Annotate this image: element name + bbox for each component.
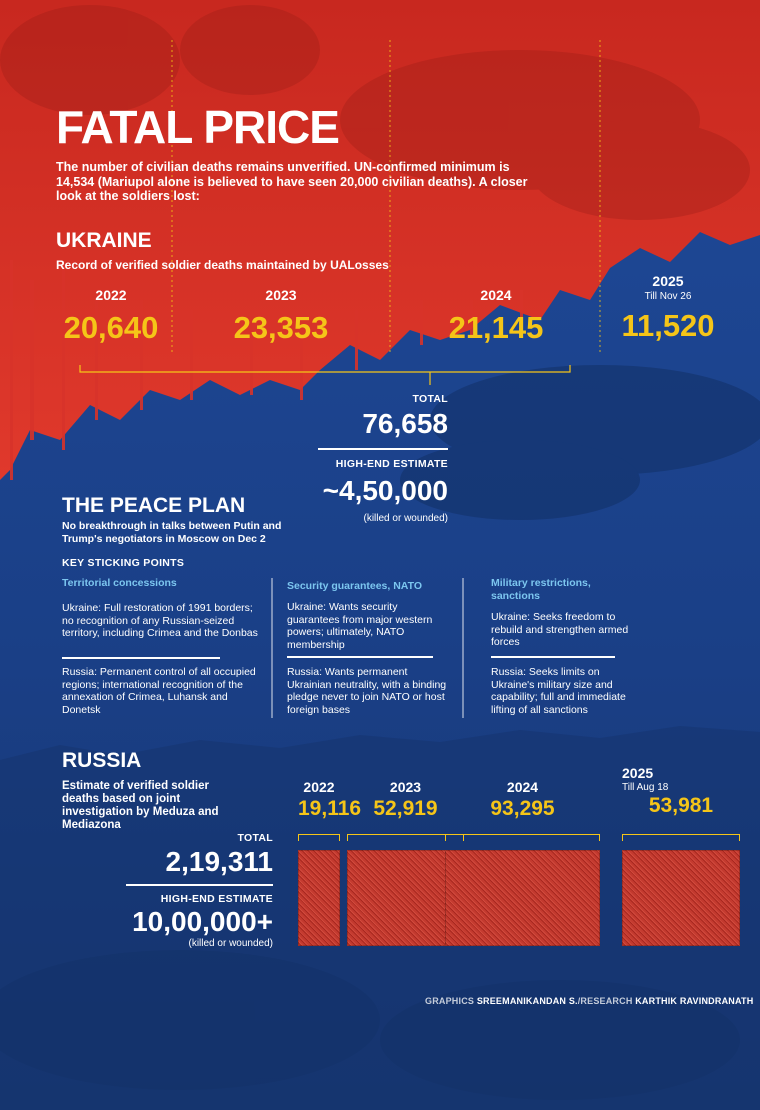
russia-year-2022 <box>298 770 362 820</box>
peace-heading: THE PEACE PLAN <box>62 494 246 517</box>
year-value: 93,295 <box>490 797 555 820</box>
ukraine-year-2025 <box>617 274 719 341</box>
year-note: Till Nov 26 <box>644 291 692 302</box>
year-value: 53,981 <box>648 794 714 817</box>
ukraine-total-value: 76,658 <box>362 408 448 439</box>
bar-2024 <box>445 850 600 946</box>
year-label: 2024 <box>506 779 539 795</box>
year-value: 52,919 <box>373 797 438 820</box>
divider <box>62 657 220 659</box>
page-title: FATAL PRICE <box>56 101 339 153</box>
bar-bracket <box>445 834 600 841</box>
ukraine-high-value: ~4,50,000 <box>322 475 448 506</box>
year-label: 2022 <box>303 779 335 795</box>
ukraine-high-note: (killed or wounded) <box>363 513 448 524</box>
ukraine-year-2023 <box>230 288 332 343</box>
ukraine-high-label: HIGH-END ESTIMATE <box>335 458 448 470</box>
year-label: 2022 <box>95 287 127 303</box>
sticking-points-label: KEY STICKING POINTS <box>62 557 185 569</box>
russia-position: Russia: Wants permanent Ukrainian neutrality, with a binding pledge never to join NATO or host foreign bases <box>287 666 447 716</box>
russia-subtitle: Estimate of verified soldier deaths based on joint investigation by Meduza and Mediazona <box>62 780 219 831</box>
research-label: /RESEARCH <box>577 996 633 1006</box>
russia-position: Russia: Seeks limits on Ukraine's military size and capability; full and immediate lifting of all sanctions <box>491 666 626 716</box>
ukraine-total-label: TOTAL <box>412 393 448 405</box>
russia-year-2025 <box>622 765 740 817</box>
year-value: 11,520 <box>621 308 715 343</box>
year-label: 2025 <box>622 765 654 781</box>
year-label: 2023 <box>389 779 422 795</box>
russia-total-label: TOTAL <box>237 832 273 844</box>
bar-2025 <box>622 850 740 946</box>
graphics-label: GRAPHICS <box>425 996 475 1006</box>
bar-2022 <box>298 850 340 946</box>
peace-subtitle: No breakthrough in talks between Putin and Trump's negotiators in Moscow on Dec 2 <box>62 520 282 545</box>
russia-high-value: 10,00,000+ <box>132 906 273 937</box>
credits <box>425 996 753 1006</box>
bar-bracket <box>298 834 340 841</box>
research-name: KARTHIK RAVINDRANATH <box>635 996 754 1006</box>
russia-high-label: HIGH-END ESTIMATE <box>160 893 273 905</box>
ukraine-position: Ukraine: Seeks freedom to rebuild and strengthen armed forces <box>491 611 629 648</box>
russia-total-value: 2,19,311 <box>165 846 273 877</box>
ukraine-heading: UKRAINE <box>56 229 152 252</box>
divider <box>126 884 273 886</box>
column-territorial <box>62 577 262 640</box>
ukraine-position: Ukraine: Full restoration of 1991 borders; no recognition of any Russian-seized territory, including Crimea and the Donbas <box>62 602 258 639</box>
russia-year-2024 <box>445 770 600 819</box>
year-label: 2023 <box>265 287 297 303</box>
russia-heading: RUSSIA <box>62 749 142 772</box>
ukraine-position: Ukraine: Wants security guarantees from major western powers; ultimately, NATO membership <box>287 601 433 651</box>
column-security <box>287 580 452 651</box>
russia-high-note: (killed or wounded) <box>188 938 273 949</box>
year-note: Till Aug 18 <box>622 782 669 793</box>
bar-bracket <box>622 834 740 841</box>
intro-text: The number of civilian deaths remains unverified. UN-confirmed minimum is 14,534 (Mariupol alone is believed to have seen 20,000 civilian deaths). A closer look at the soldiers lost: <box>56 160 528 203</box>
column-heading: Territorial concessions <box>62 577 177 589</box>
year-value: 19,116 <box>298 797 362 820</box>
ukraine-year-2022 <box>60 288 162 343</box>
russia-position: Russia: Permanent control of all occupied regions; international recognition of the annexation of Crimea, Luhansk and Donetsk <box>62 666 256 716</box>
year-label: 2024 <box>480 287 512 303</box>
year-value: 23,353 <box>233 310 329 345</box>
year-label: 2025 <box>652 273 684 289</box>
ukraine-year-2024 <box>445 288 547 343</box>
year-value: 20,640 <box>63 310 159 345</box>
column-heading: Security guarantees, NATO <box>287 580 422 592</box>
year-value: 21,145 <box>448 310 544 345</box>
column-military <box>491 577 641 649</box>
ukraine-subtitle: Record of verified soldier deaths maintained by UALosses <box>56 258 389 272</box>
divider <box>491 656 615 658</box>
graphics-name: SREEMANIKANDAN S. <box>476 996 578 1006</box>
divider <box>318 448 448 450</box>
divider <box>287 656 433 658</box>
column-heading: Military restrictions, sanctions <box>491 577 591 602</box>
